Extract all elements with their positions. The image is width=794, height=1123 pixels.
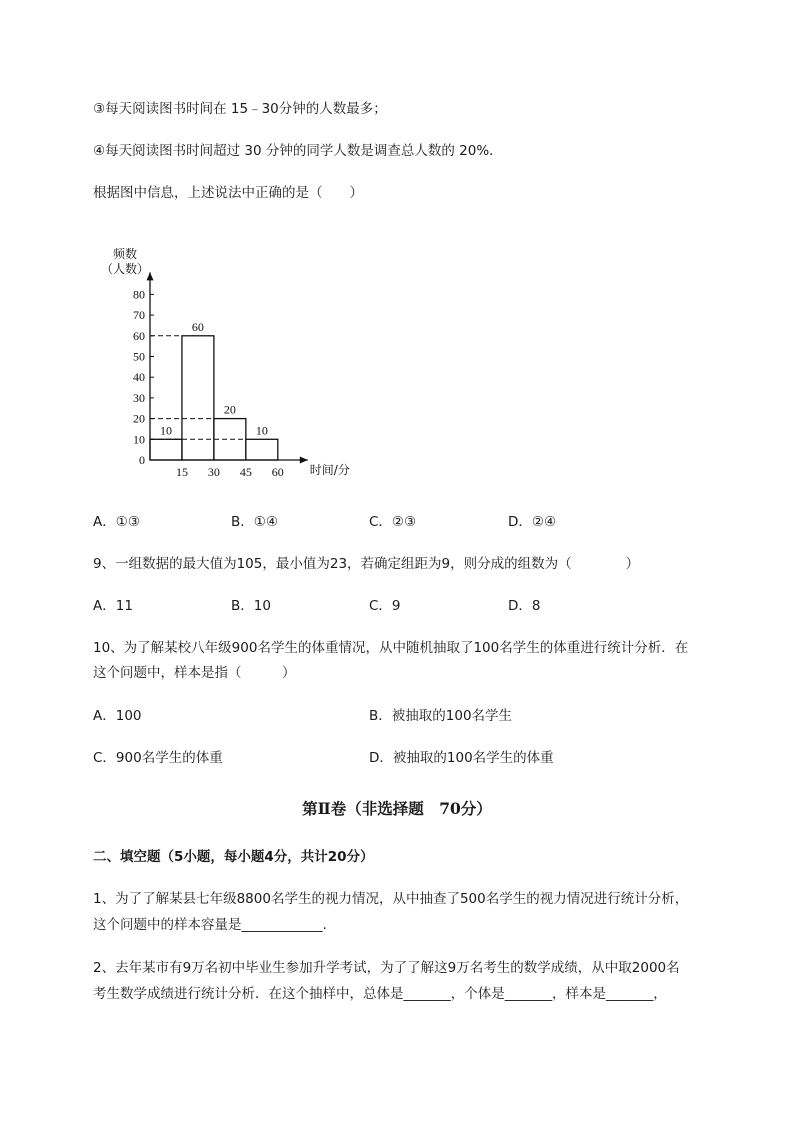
y-tick-label: 0	[139, 453, 145, 467]
question-10-line1: 10、为了解某校八年级900名学生的体重情况，从中随机抽取了100名学生的体重进行统计分析．在	[93, 640, 689, 656]
bar-value-label: 20	[223, 402, 236, 417]
statement-3: ③每天阅读图书时间在 15﹣30分钟的人数最多；	[93, 101, 387, 117]
y-tick-label: 50	[133, 349, 145, 364]
y-tick-label: 30	[133, 390, 145, 405]
q8-option-b[interactable]: B．①④	[231, 514, 278, 530]
y-axis-title: （人数）	[100, 262, 150, 276]
y-tick-label: 80	[133, 287, 145, 302]
y-tick-label: 40	[133, 370, 145, 385]
question-9: 9、一组数据的最大值为105，最小值为23，若确定组距为9，则分成的组数为（ ）	[93, 556, 640, 572]
fill-question-2-line1: 2、去年某市有9万名初中毕业生参加升学考试，为了了解这9万名考生的数学成绩，从中取2000名	[93, 960, 680, 976]
fill-question-1-line2: 这个问题中的样本容量是____________.	[93, 917, 327, 933]
x-tick-label: 30	[207, 465, 220, 479]
q9-option-a[interactable]: A．11	[93, 598, 133, 614]
q8-option-d[interactable]: D．②④	[508, 514, 557, 530]
histogram-chart	[95, 240, 385, 485]
statement-4: ④每天阅读图书时间超过 30 分钟的同学人数是调查总人数的 20%．	[93, 143, 503, 159]
q10-option-a[interactable]: A．100	[93, 708, 142, 724]
histogram-bar	[150, 439, 182, 460]
q9-option-c[interactable]: C．9	[369, 598, 401, 614]
y-tick-label: 60	[133, 328, 145, 343]
x-tick-label: 15	[175, 465, 188, 479]
fill-question-2-line2: 考生数学成绩进行统计分析．在这个抽样中，总体是_______，个体是_______，样本是_______，	[93, 986, 667, 1002]
q10-option-d[interactable]: D．被抽取的100名学生的体重	[369, 750, 554, 766]
x-axis-arrow	[300, 457, 308, 464]
q9-option-b[interactable]: B．10	[231, 598, 271, 614]
part-2-title: 第Ⅱ卷（非选择题 70分）	[302, 799, 492, 818]
question-10-line2: 这个问题中，样本是指（ ）	[93, 665, 296, 681]
y-axis-title: 频数	[112, 247, 138, 261]
x-tick-label: 45	[239, 465, 252, 479]
histogram-bar	[246, 439, 278, 460]
x-axis-title: 时间/分	[309, 463, 350, 477]
section-heading: 二、填空题（5小题，每小题4分，共计20分）	[93, 849, 374, 865]
histogram-bar	[182, 336, 214, 460]
y-tick-label: 10	[133, 432, 145, 447]
bar-value-label: 10	[255, 423, 268, 438]
bar-value-label: 60	[191, 319, 204, 334]
fill-question-1-line1: 1、为了了解某县七年级8800名学生的视力情况，从中抽查了500名学生的视力情况进行统计分析，	[93, 891, 689, 907]
question-8-prompt: 根据图中信息，上述说法中正确的是（ ）	[93, 185, 363, 201]
bar-value-label: 10	[159, 423, 172, 438]
q10-option-b[interactable]: B．被抽取的100名学生	[369, 708, 513, 724]
y-tick-label: 70	[133, 308, 145, 323]
q8-option-a[interactable]: A．①③	[93, 514, 140, 530]
q10-option-c[interactable]: C．900名学生的体重	[93, 750, 223, 766]
y-tick-label: 20	[133, 411, 145, 426]
q8-option-c[interactable]: C．②③	[369, 514, 417, 530]
x-tick-label: 60	[271, 465, 284, 479]
q9-option-d[interactable]: D．8	[508, 598, 541, 614]
